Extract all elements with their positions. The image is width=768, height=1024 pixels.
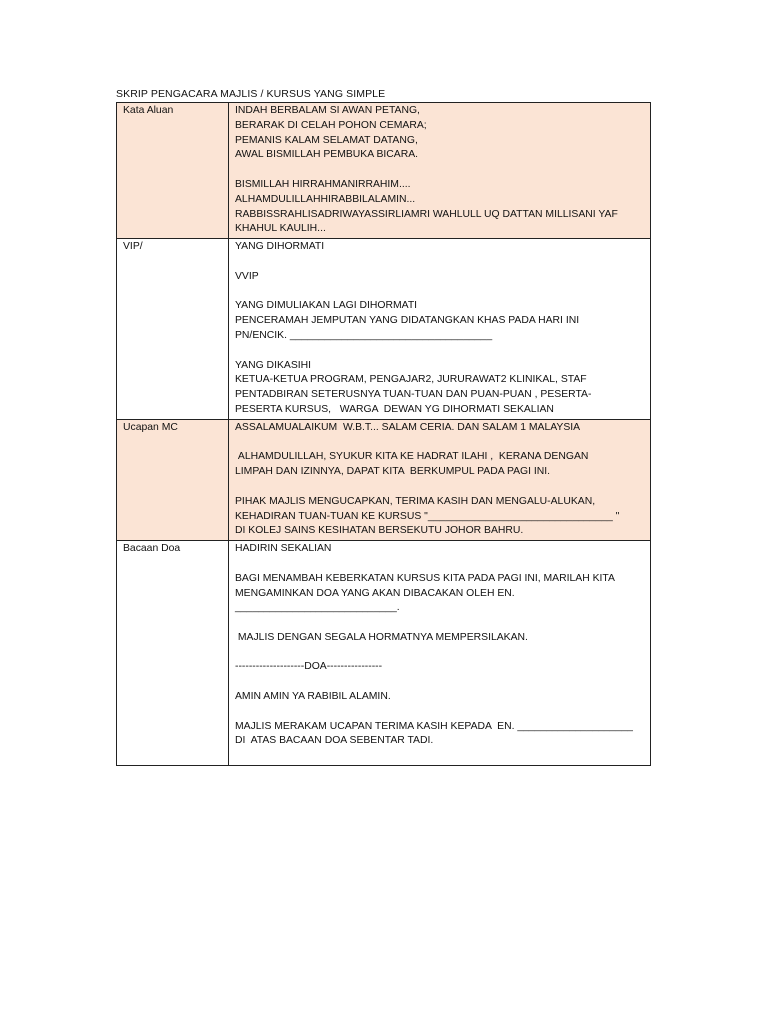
script-line xyxy=(235,480,644,495)
script-line: PESERTA KURSUS, WARGA DEWAN YG DIHORMATI SEKALIAN xyxy=(235,403,554,415)
script-line: YANG DIHORMATI xyxy=(235,241,325,253)
script-line: ALHAMDULILLAHHIRABBILALAMIN... xyxy=(235,193,416,205)
script-table-body xyxy=(117,103,651,766)
row-content xyxy=(229,103,651,239)
script-line xyxy=(235,675,644,690)
script-line: BERARAK DI CELAH POHON CEMARA; xyxy=(235,119,427,131)
script-line: YANG DIMULIAKAN LAGI DIHORMATI xyxy=(235,300,418,312)
script-line: PENCERAMAH JEMPUTAN YANG DIDATANGKAN KHAS PADA HARI INI xyxy=(235,315,580,327)
script-line: --------------------DOA---------------- xyxy=(235,661,383,673)
script-line: MENGAMINKAN DOA YANG AKAN DIBACAKAN OLEH EN. xyxy=(235,587,515,599)
script-line: BISMILLAH HIRRAHMANIRRAHIM.... xyxy=(235,178,411,190)
script-line xyxy=(235,616,644,631)
script-table xyxy=(116,102,651,766)
script-row-bacaan-doa xyxy=(117,541,651,766)
script-line xyxy=(235,749,644,764)
script-row-vip xyxy=(117,239,651,420)
script-line: RABBISSRAHLISADRIWAYASSIRLIAMRI WAHLULL UQ DATTAN MILLISANI YAF xyxy=(235,208,618,220)
script-line: MAJLIS DENGAN SEGALA HORMATNYA MEMPERSILAKAN. xyxy=(235,631,528,643)
script-line: AWAL BISMILLAH PEMBUKA BICARA. xyxy=(235,149,419,161)
script-line: LIMPAH DAN IZINNYA, DAPAT KITA BERKUMPUL PADA PAGI INI. xyxy=(235,466,551,478)
script-line: PIHAK MAJLIS MENGUCAPKAN, TERIMA KASIH DAN MENGALU-ALUKAN, xyxy=(235,495,596,507)
row-label: VIP/ xyxy=(117,239,229,420)
script-line: AMIN AMIN YA RABIBIL ALAMIN. xyxy=(235,691,391,703)
script-line xyxy=(235,646,644,661)
script-line: DI KOLEJ SAINS KESIHATAN BERSEKUTU JOHOR BAHRU. xyxy=(235,525,524,537)
script-line: KHAHUL KAULIH... xyxy=(235,223,326,235)
row-label: Ucapan MC xyxy=(117,419,229,540)
document-title: SKRIP PENGACARA MAJLIS / KURSUS YANG SIMPLE xyxy=(116,88,386,100)
row-content xyxy=(229,239,651,420)
script-line: MAJLIS MERAKAM UCAPAN TERIMA KASIH KEPADA EN. ____________________ xyxy=(235,720,633,732)
script-line xyxy=(235,344,644,359)
script-line: BAGI MENAMBAH KEBERKATAN KURSUS KITA PADA PAGI INI, MARILAH KITA xyxy=(235,572,615,584)
script-line: YANG DIKASIHI xyxy=(235,359,312,371)
script-line: ALHAMDULILLAH, SYUKUR KITA KE HADRAT ILAHI , KERANA DENGAN xyxy=(235,451,589,463)
script-line xyxy=(235,705,644,720)
script-line: ASSALAMUALAIKUM W.B.T... SALAM CERIA. DAN SALAM 1 MALAYSIA xyxy=(235,421,581,433)
script-line: ____________________________. xyxy=(235,602,400,614)
script-line: VVIP xyxy=(235,270,259,282)
script-row-kata-aluan xyxy=(117,103,651,239)
script-line xyxy=(235,436,644,451)
row-content xyxy=(229,419,651,540)
script-line: KEHADIRAN TUAN-TUAN KE KURSUS "________________________________ " xyxy=(235,510,620,522)
row-label: Bacaan Doa xyxy=(117,541,229,766)
script-line xyxy=(235,285,644,300)
script-line: PN/ENCIK. ___________________________________ xyxy=(235,329,493,341)
script-line: DI ATAS BACAAN DOA SEBENTAR TADI. xyxy=(235,735,434,747)
script-line xyxy=(235,557,644,572)
script-line: INDAH BERBALAM SI AWAN PETANG, xyxy=(235,105,420,116)
script-line: PENTADBIRAN SETERUSNYA TUAN-TUAN DAN PUAN-PUAN , PESERTA- xyxy=(235,389,592,401)
script-line xyxy=(235,255,644,270)
script-line: PEMANIS KALAM SELAMAT DATANG, xyxy=(235,134,418,146)
row-content xyxy=(229,541,651,766)
script-line: HADIRIN SEKALIAN xyxy=(235,543,332,555)
script-row-ucapan-mc xyxy=(117,419,651,540)
script-line: KETUA-KETUA PROGRAM, PENGAJAR2, JURURAWAT2 KLINIKAL, STAF xyxy=(235,374,587,386)
script-line xyxy=(235,163,644,178)
row-label: Kata Aluan xyxy=(117,103,229,239)
